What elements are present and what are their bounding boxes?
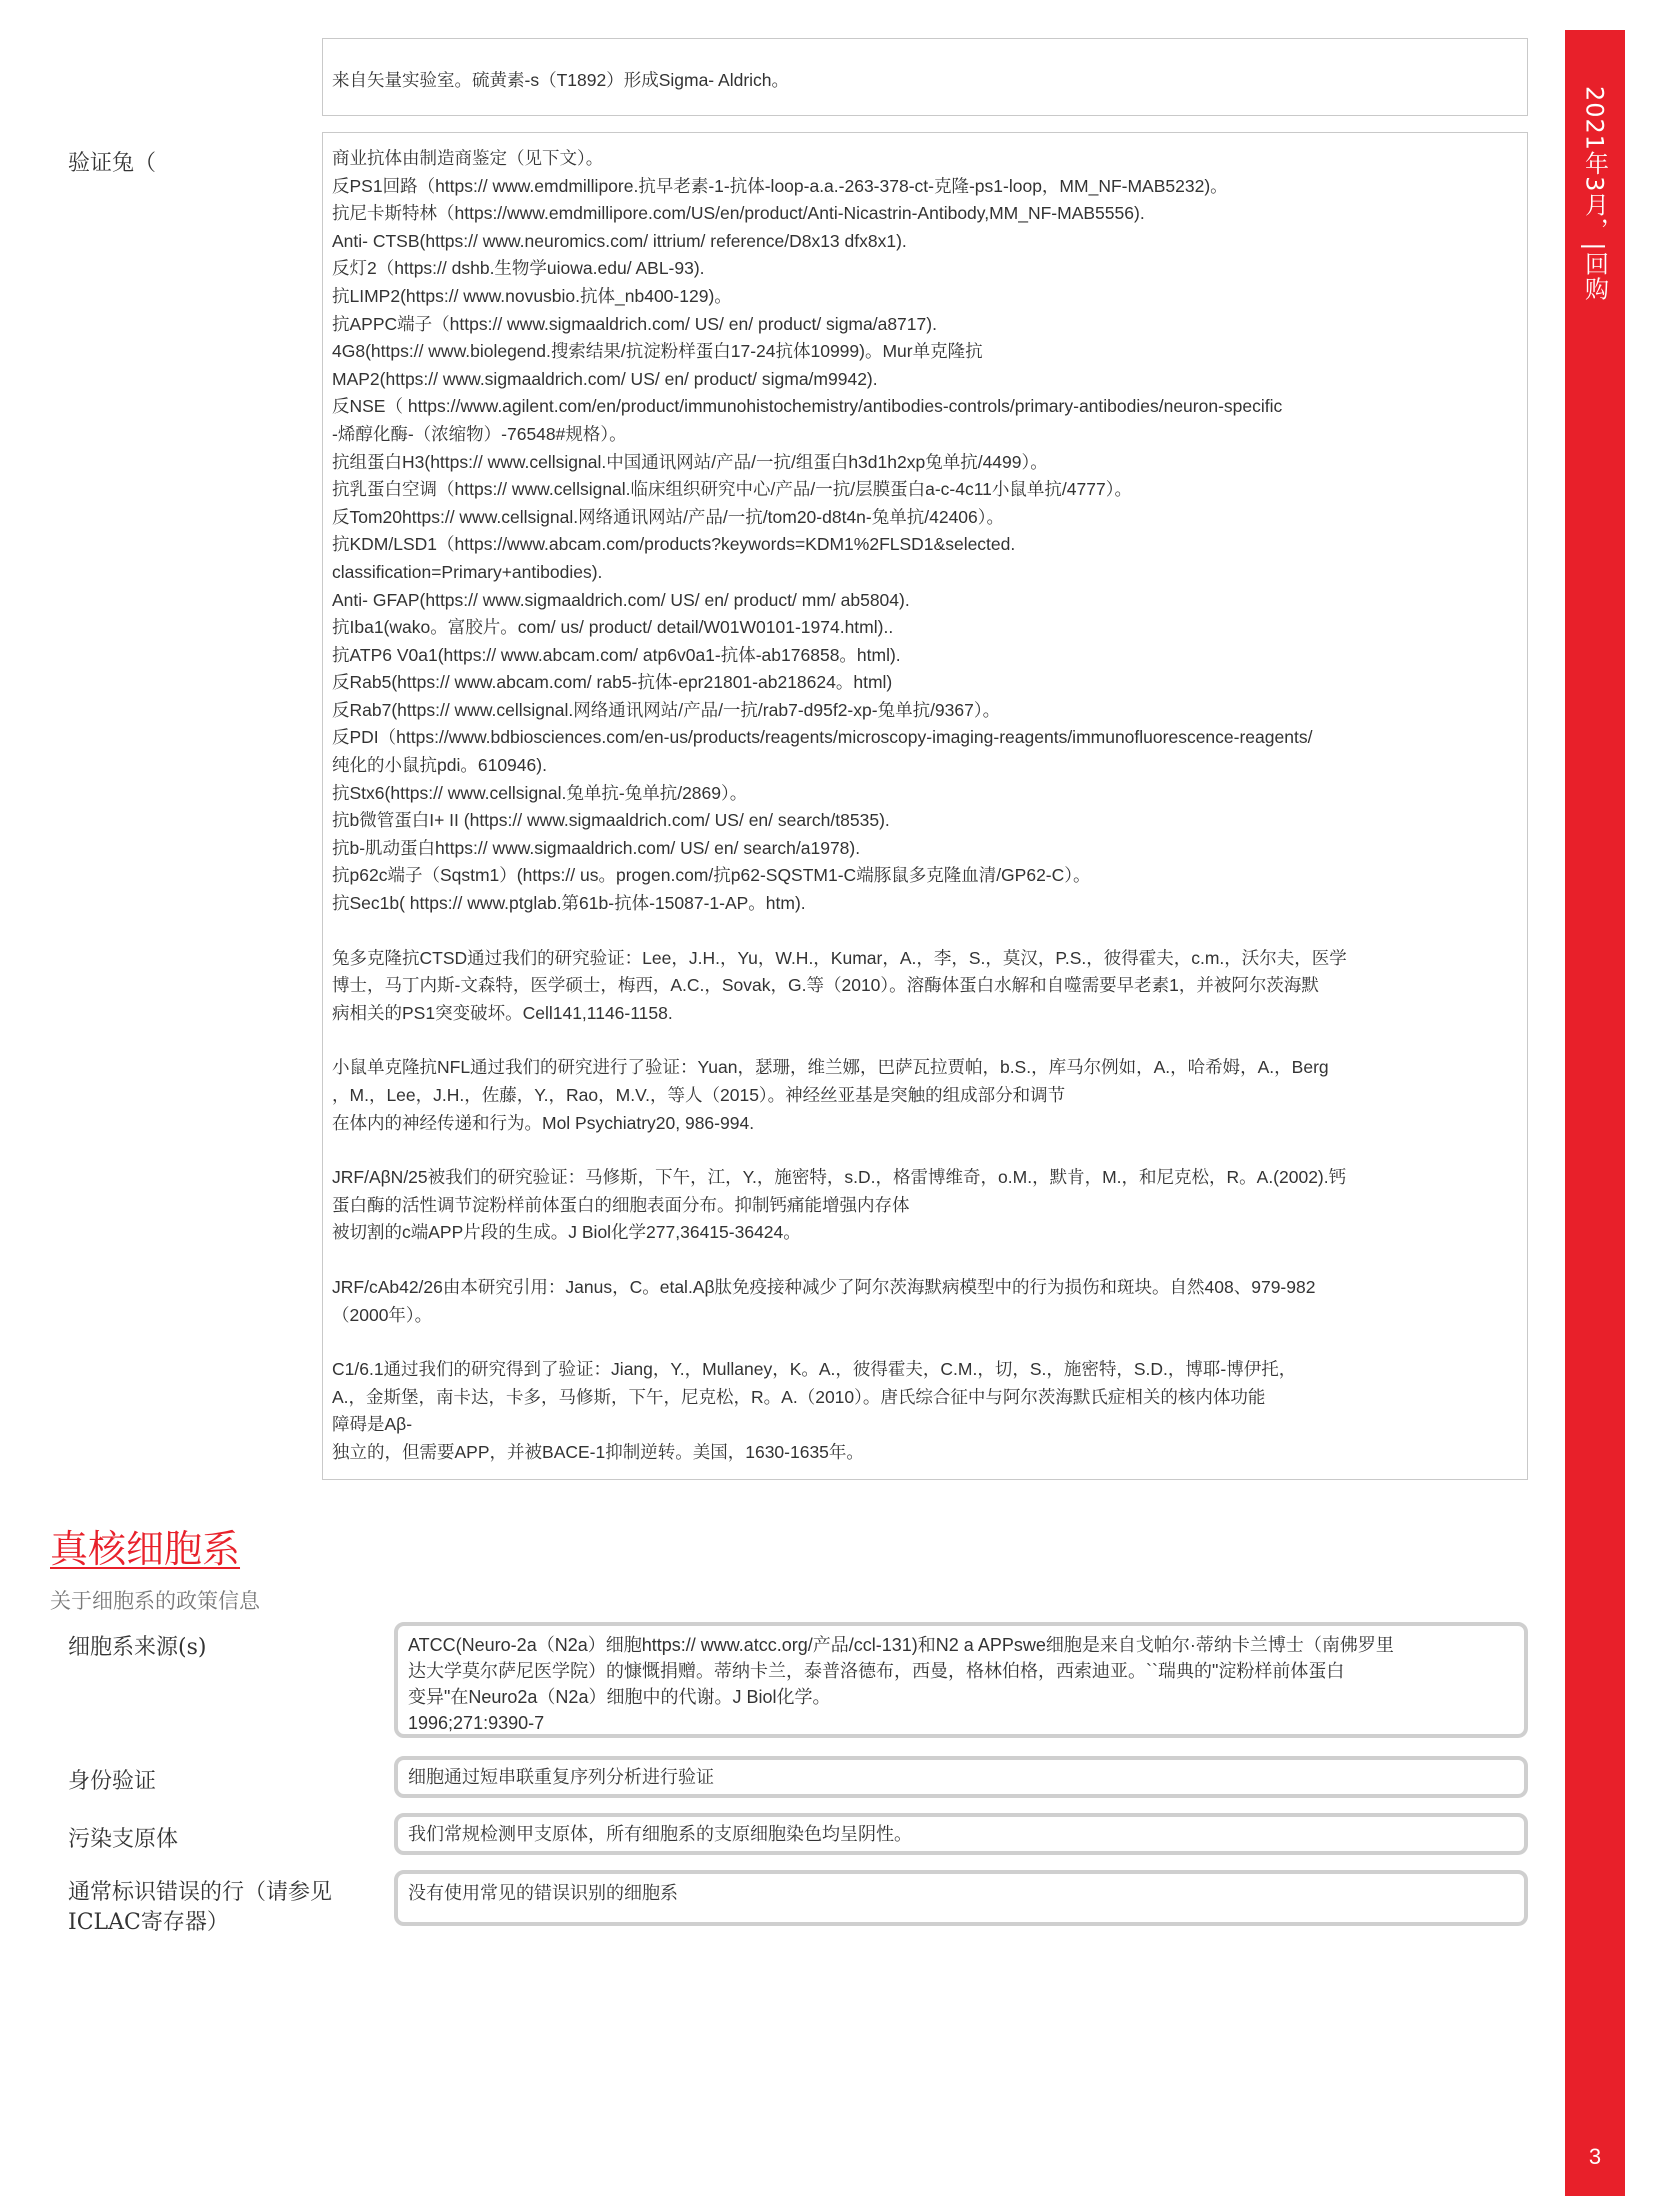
validation-paragraph [332, 1356, 1518, 1466]
authentication-field [394, 1756, 1528, 1798]
antibody-line: 反NSE（ https://www.agilent.com/en/product/immunohistochemistry/antibodies-controls/primary-antibodies/neuron-specific [332, 396, 1283, 417]
top-text-line: 来自矢量实验室。硫黄素-s（T1892）形成Sigma- Aldrich。 [332, 70, 790, 90]
cell-line-source-line: ATCC(Neuro-2a（N2a）细胞https:// www.atcc.org/产品/ccl-131)和N2 a APPswe细胞是来自戈帕尔·蒂纳卡兰博士（南佛罗里 [408, 1635, 1394, 1655]
antibody-list [332, 145, 1518, 918]
antibody-line: 反灯2（https:// dshb.生物学uiowa.edu/ ABL-93). [332, 258, 705, 279]
validation-paragraph-line: 独立的，但需要APP，并被BACE-1抑制逆转。美国，1630-1635年。 [332, 1441, 864, 1462]
authentication-value: 细胞通过短串联重复序列分析进行验证 [408, 1767, 714, 1787]
validation-paragraph-line: ，M.，Lee，J.H.，佐藤，Y.，Rao，M.V.，等人（2015）。神经丝亚基是突触的组成部分和调节 [332, 1085, 1066, 1105]
antibody-line: 反Rab7(https:// www.cellsignal.网络通讯网站/产品/一抗/rab7-d95f2-xp-兔单抗/9367）。 [332, 699, 1001, 720]
authentication-label: 身份验证 [68, 1769, 157, 1794]
validation-paragraph-line: 在体内的神经传递和行为。Mol Psychiatry20, 986-994. [332, 1112, 755, 1133]
sidebar-date: 2021年3月，|回购 [1580, 86, 1609, 302]
validation-paragraph [332, 1054, 1518, 1137]
cell-line-source-label: 细胞系来源(s) [68, 1635, 207, 1660]
antibody-line: 抗b-肌动蛋白https:// www.sigmaaldrich.com/ US/ en/ search/a1978). [332, 837, 861, 858]
validation-paragraph [332, 1164, 1518, 1247]
antibody-line: classification=Primary+antibodies). [332, 561, 603, 582]
validation-paragraph-line: 蛋白酶的活性调节淀粉样前体蛋白的细胞表面分布。抑制钙痛能增强内存体 [332, 1194, 910, 1215]
validation-paragraphs [332, 918, 1518, 1467]
misidentified-value: 没有使用常见的错误识别的细胞系 [408, 1883, 678, 1903]
antibody-line: 抗Sec1b( https:// www.ptglab.第61b-抗体-15087-1-AP。htm). [332, 893, 806, 914]
antibody-line: 抗尼卡斯特林（https://www.emdmillipore.com/US/en/product/Anti-Nicastrin-Antibody,MM_NF-MAB5556). [332, 203, 1145, 224]
antibody-line: -烯醇化酶-（浓缩物）-76548#规格）。 [332, 423, 627, 444]
validation-paragraph-line: 障碍是Aβ- [332, 1414, 413, 1435]
validation-label: 验证兔（ [68, 151, 157, 176]
validation-paragraph [332, 1274, 1518, 1329]
antibody-line: Anti- CTSB(https:// www.neuromics.com/ ittrium/ reference/D8x13 dfx8x1). [332, 230, 907, 251]
mycoplasma-value: 我们常规检测甲支原体，所有细胞系的支原细胞染色均呈阴性。 [408, 1824, 912, 1844]
antibody-line: MAP2(https:// www.sigmaaldrich.com/ US/ en/ product/ sigma/m9942). [332, 368, 878, 389]
antibody-line: 4G8(https:// www.biolegend.搜索结果/抗淀粉样蛋白17-24抗体10999)。Mur单克隆抗 [332, 341, 983, 362]
validation-paragraph-line: 兔多克隆抗CTSD通过我们的研究验证：Lee，J.H.，Yu，W.H.，Kumar，A.，李，S.，莫汉，P.S.，彼得霍夫，c.m.，沃尔夫，医学 [332, 947, 1347, 968]
antibody-line: 抗LIMP2(https:// www.novusbio.抗体_nb400-129)。 [332, 285, 732, 306]
antibody-line: 抗p62c端子（Sqstm1）(https:// us。progen.com/抗p62-SQSTM1-C端豚鼠多克隆血清/GP62-C）。 [332, 865, 1091, 886]
antibody-line: 抗Iba1(wako。富胶片。com/ us/ product/ detail/W01W0101-1974.html).. [332, 617, 894, 638]
red-sidebar [1565, 30, 1625, 2196]
antibody-line: 纯化的小鼠抗pdi。610946). [332, 755, 547, 776]
validation-box [322, 132, 1528, 1480]
validation-paragraph-line: 被切割的c端APP片段的生成。J Biol化学277,36415-36424。 [332, 1222, 801, 1243]
validation-paragraph-line: 博士，马丁内斯-文森特，医学硕士，梅西，A.C.，Sovak，G.等（2010）。溶酶体蛋白水解和自噬需要早老素1，并被阿尔茨海默 [332, 975, 1319, 996]
validation-paragraph-line: JRF/cAb42/26由本研究引用：Janus，C。etal.Aβ肽免疫接种减少了阿尔茨海默病模型中的行为损伤和斑块。自然408、979-982 [332, 1276, 1316, 1297]
validation-paragraph [332, 945, 1518, 1028]
mycoplasma-field [394, 1813, 1528, 1855]
misidentified-label-line2: ICLAC寄存器） [68, 1910, 229, 1935]
mycoplasma-label: 污染支原体 [68, 1827, 179, 1852]
antibody-line: 抗KDM/LSD1（https://www.abcam.com/products?keywords=KDM1%2FLSD1&selected. [332, 534, 1016, 555]
page-number: 3 [1588, 2144, 1602, 2169]
antibody-line: 抗APPC端子（https:// www.sigmaaldrich.com/ US/ en/ product/ sigma/a8717). [332, 313, 937, 334]
antibody-line: 抗组蛋白H3(https:// www.cellsignal.中国通讯网站/产品/一抗/组蛋白h3d1h2xp兔单抗/4499）。 [332, 451, 1048, 472]
misidentified-label-line1: 通常标识错误的行（请参见 [68, 1880, 333, 1905]
section-title: 真核细胞系 [50, 1527, 241, 1571]
antibody-line: 反PDI（https://www.bdbiosciences.com/en-us/products/reagents/microscopy-imaging-reagents/immunofluorescence-reagents/ [332, 727, 1313, 748]
cell-line-source-line: 变异"在Neuro2a（N2a）细胞中的代谢。J Biol化学。 [408, 1687, 831, 1707]
section-subtitle: 关于细胞系的政策信息 [50, 1589, 260, 1613]
antibody-line: 抗乳蛋白空调（https:// www.cellsignal.临床组织研究中心/产品/一抗/层膜蛋白a-c-4c11小鼠单抗/4777）。 [332, 479, 1132, 500]
validation-paragraph-line: （2000年）。 [332, 1304, 433, 1325]
antibody-line: 抗Stx6(https:// www.cellsignal.兔单抗-兔单抗/2869）。 [332, 782, 748, 803]
antibody-line: 商业抗体由制造商鉴定（见下文）。 [332, 148, 604, 168]
misidentified-field [394, 1870, 1528, 1926]
antibody-line: 抗b微管蛋白I+ II (https:// www.sigmaaldrich.com/ US/ en/ search/t8535). [332, 810, 890, 831]
cell-line-source-field [394, 1622, 1528, 1738]
validation-paragraph-line: C1/6.1通过我们的研究得到了验证：Jiang，Y.，Mullaney，K。A.，彼得霍夫，C.M.，切，S.，施密特，S.D.，博耶-博伊托， [332, 1359, 1297, 1380]
cell-line-source-line: 1996;271:9390-7 [408, 1713, 545, 1733]
validation-paragraph-line: 病相关的PS1突变破坏。Cell141,1146-1158. [332, 1002, 673, 1023]
validation-paragraph-line: A.，金斯堡，南卡达，卡多，马修斯，下午，尼克松，R。A.（2010）。唐氏综合征中与阿尔茨海默氏症相关的核内体功能 [332, 1386, 1266, 1407]
cell-line-source-line: 达大学莫尔萨尼医学院）的慷慨捐赠。蒂纳卡兰，泰普洛德布，西曼，格林伯格，西索迪亚。``瑞典的"淀粉样前体蛋白 [408, 1661, 1345, 1681]
top-text-box [322, 38, 1528, 116]
antibody-line: Anti- GFAP(https:// www.sigmaaldrich.com/ US/ en/ product/ mm/ ab5804). [332, 589, 910, 610]
validation-paragraph-line: JRF/AβN/25被我们的研究验证：马修斯，下午，江，Y.，施密特，s.D.，格雷博维奇，o.M.，默肯，M.，和尼克松，R。A.(2002).钙 [332, 1167, 1347, 1188]
antibody-line: 反PS1回路（https:// www.emdmillipore.抗早老素-1-抗体-loop-a.a.-263-378-ct-克隆-ps1-loop，MM_NF-MAB5232)。 [332, 175, 1228, 196]
antibody-line: 抗ATP6 V0a1(https:// www.abcam.com/ atp6v0a1-抗体-ab176858。html). [332, 644, 901, 665]
antibody-line: 反Rab5(https:// www.abcam.com/ rab5-抗体-epr21801-ab218624。html) [332, 672, 893, 693]
antibody-line: 反Tom20https:// www.cellsignal.网络通讯网站/产品/一抗/tom20-d8t4n-兔单抗/42406）。 [332, 506, 1005, 527]
validation-paragraph-line: 小鼠单克隆抗NFL通过我们的研究进行了验证：Yuan，瑟珊，维兰娜，巴萨瓦拉贾帕，b.S.，库马尔例如，A.，哈希姆，A.，Berg [332, 1057, 1329, 1078]
misidentified-label [68, 1878, 332, 1938]
